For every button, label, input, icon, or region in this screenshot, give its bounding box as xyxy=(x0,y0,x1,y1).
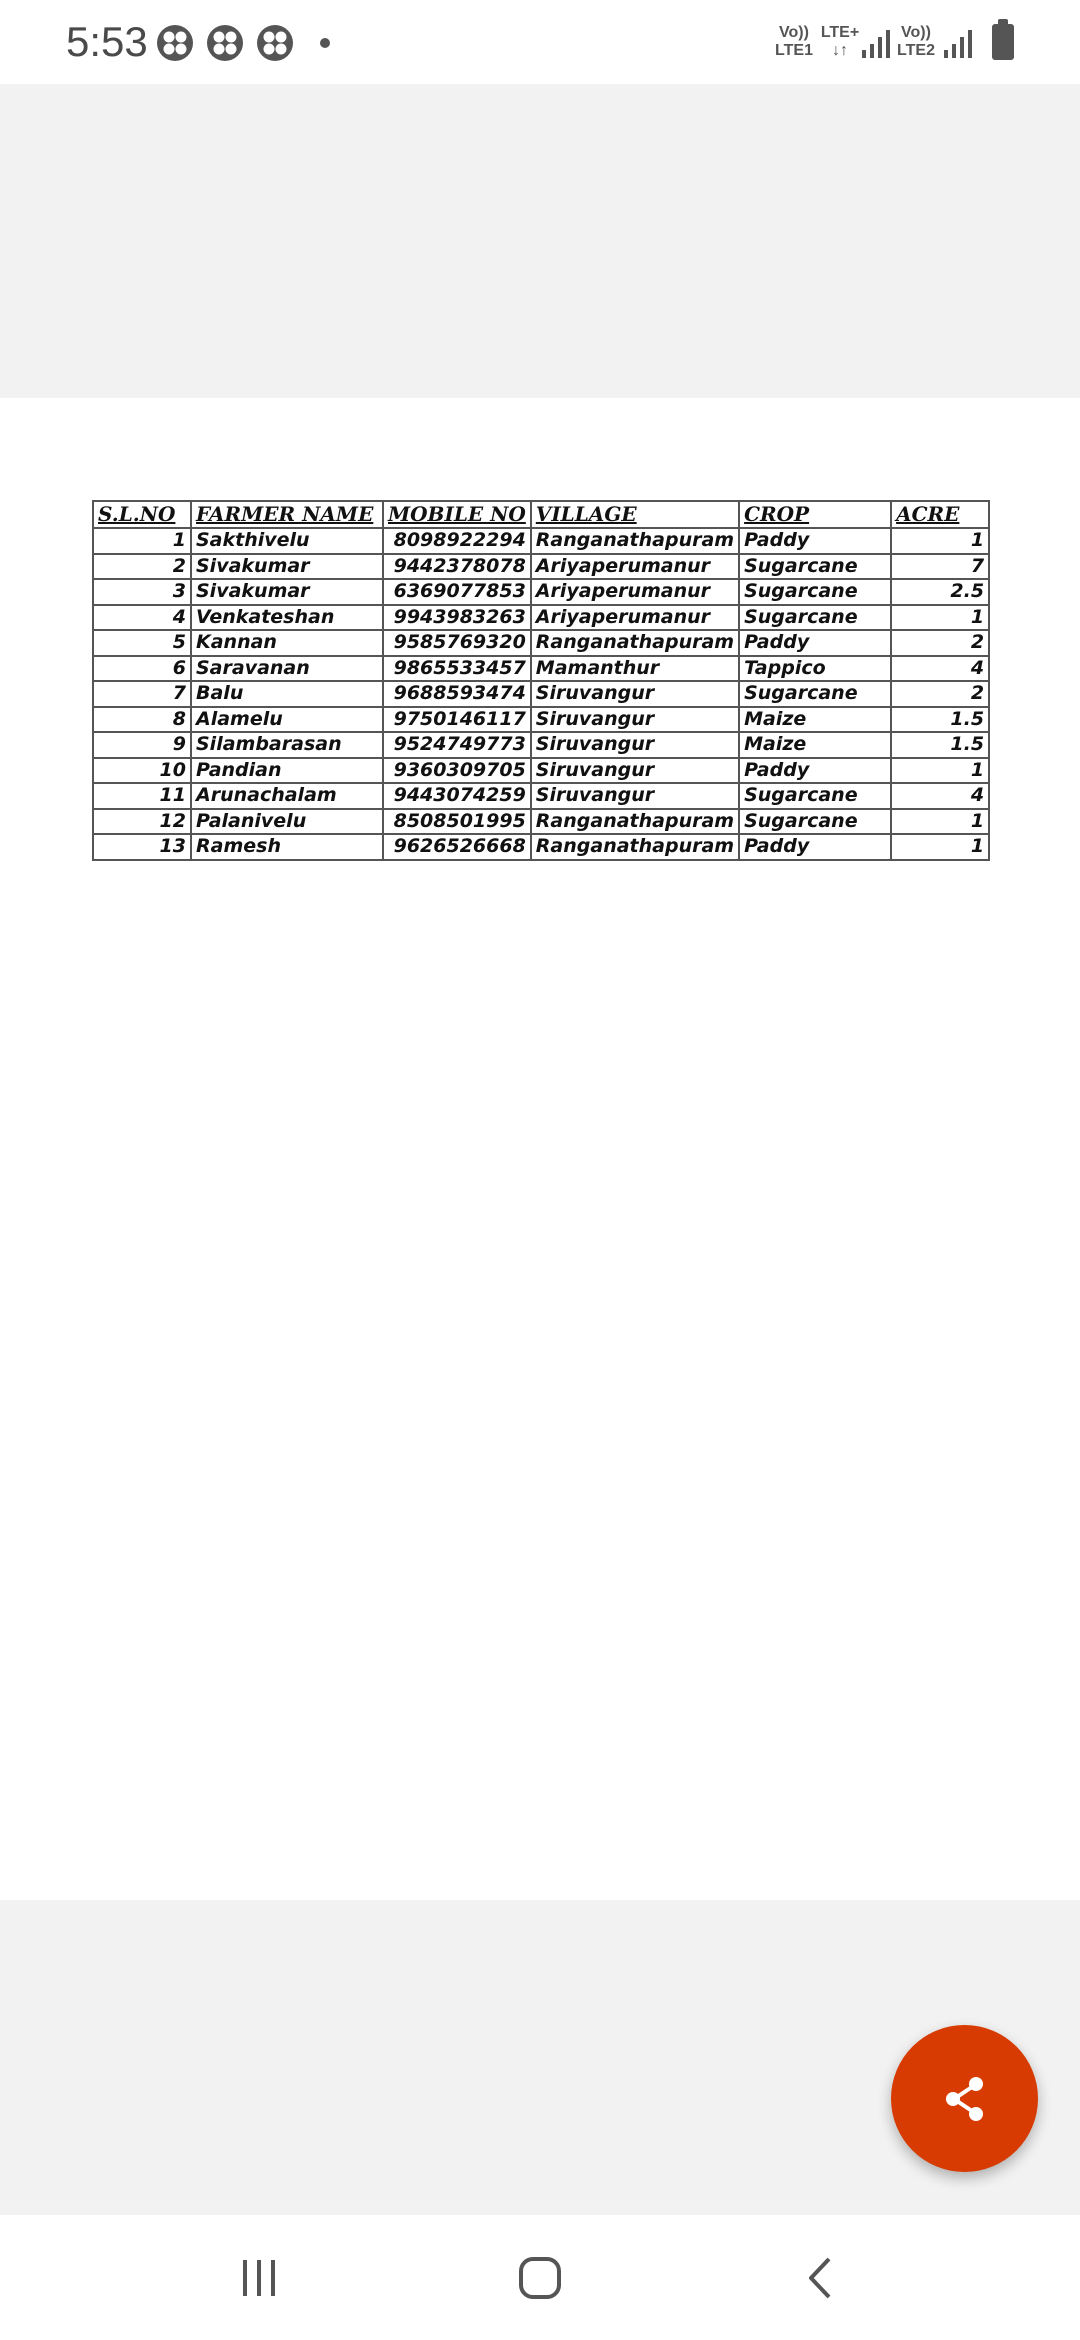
cell-mobile-no: 9626526668 xyxy=(383,834,531,860)
table-row xyxy=(93,579,989,605)
cell-farmer-name: Silambarasan xyxy=(191,732,383,758)
battery-icon xyxy=(992,24,1014,60)
header-village: VILLAGE xyxy=(531,501,739,528)
table-row xyxy=(93,707,989,733)
cell-crop: Paddy xyxy=(739,758,891,784)
cell-mobile-no: 9943983263 xyxy=(383,605,531,631)
cell-sl-no: 6 xyxy=(93,656,191,682)
table-row xyxy=(93,758,989,784)
header-acre: ACRE xyxy=(891,501,989,528)
cell-crop: Sugarcane xyxy=(739,809,891,835)
cell-crop: Paddy xyxy=(739,528,891,554)
cell-acre: 2 xyxy=(891,630,989,656)
cell-village: Ariyaperumanur xyxy=(531,579,739,605)
cell-acre: 1 xyxy=(891,809,989,835)
table-header-row xyxy=(93,501,989,528)
sim2-lte: LTE2 xyxy=(897,42,935,59)
app-icon xyxy=(256,24,294,62)
recents-icon xyxy=(237,2256,281,2300)
cell-village: Siruvangur xyxy=(531,732,739,758)
cell-crop: Tappico xyxy=(739,656,891,682)
cell-mobile-no: 9585769320 xyxy=(383,630,531,656)
header-mobile-no: MOBILE NO xyxy=(383,501,531,528)
back-icon xyxy=(801,2255,841,2301)
navigation-bar xyxy=(0,2215,1080,2340)
home-button[interactable] xyxy=(505,2243,575,2313)
cell-crop: Paddy xyxy=(739,630,891,656)
sim2-label xyxy=(894,24,938,60)
cell-farmer-name: Sivakumar xyxy=(191,554,383,580)
cell-acre: 1 xyxy=(891,528,989,554)
cell-crop: Maize xyxy=(739,707,891,733)
cell-acre: 1.5 xyxy=(891,732,989,758)
cell-acre: 7 xyxy=(891,554,989,580)
app-icon xyxy=(206,24,244,62)
cell-mobile-no: 9442378078 xyxy=(383,554,531,580)
more-notifications-dot xyxy=(320,38,330,48)
cell-farmer-name: Pandian xyxy=(191,758,383,784)
cell-farmer-name: Venkateshan xyxy=(191,605,383,631)
signal-icon xyxy=(942,28,974,60)
cell-farmer-name: Ramesh xyxy=(191,834,383,860)
cell-mobile-no: 8508501995 xyxy=(383,809,531,835)
signal-icon xyxy=(860,28,892,60)
table-row xyxy=(93,809,989,835)
cell-sl-no: 9 xyxy=(93,732,191,758)
header-farmer-name: FARMER NAME xyxy=(191,501,383,528)
cell-acre: 1 xyxy=(891,834,989,860)
sim1-volte: Vo)) xyxy=(779,24,809,41)
back-button[interactable] xyxy=(786,2243,856,2313)
cell-sl-no: 12 xyxy=(93,809,191,835)
table-row xyxy=(93,834,989,860)
cell-crop: Sugarcane xyxy=(739,783,891,809)
cell-village: Ranganathapuram xyxy=(531,630,739,656)
app-icon xyxy=(156,24,194,62)
cell-sl-no: 5 xyxy=(93,630,191,656)
cell-acre: 1 xyxy=(891,605,989,631)
cell-farmer-name: Sivakumar xyxy=(191,579,383,605)
cell-mobile-no: 9688593474 xyxy=(383,681,531,707)
header-crop: CROP xyxy=(739,501,891,528)
cell-village: Siruvangur xyxy=(531,707,739,733)
table-row xyxy=(93,554,989,580)
cell-village: Mamanthur xyxy=(531,656,739,682)
cell-acre: 2.5 xyxy=(891,579,989,605)
data-indicator xyxy=(818,24,862,60)
recents-button[interactable] xyxy=(224,2243,294,2313)
cell-mobile-no: 9443074259 xyxy=(383,783,531,809)
table-row xyxy=(93,630,989,656)
cell-farmer-name: Palanivelu xyxy=(191,809,383,835)
sim1-label xyxy=(772,24,816,60)
cell-mobile-no: 9360309705 xyxy=(383,758,531,784)
cell-farmer-name: Sakthivelu xyxy=(191,528,383,554)
cell-sl-no: 13 xyxy=(93,834,191,860)
cell-sl-no: 3 xyxy=(93,579,191,605)
cell-sl-no: 4 xyxy=(93,605,191,631)
sim2-volte: Vo)) xyxy=(901,24,931,41)
table-row xyxy=(93,681,989,707)
cell-sl-no: 7 xyxy=(93,681,191,707)
cell-farmer-name: Alamelu xyxy=(191,707,383,733)
cell-crop: Sugarcane xyxy=(739,579,891,605)
status-time: 5:53 xyxy=(66,18,148,65)
table-row xyxy=(93,783,989,809)
cell-acre: 4 xyxy=(891,656,989,682)
table-row xyxy=(93,656,989,682)
data-type: LTE+ xyxy=(820,24,860,41)
viewer-margin-top xyxy=(0,84,1080,398)
cell-acre: 1.5 xyxy=(891,707,989,733)
cell-village: Ariyaperumanur xyxy=(531,605,739,631)
cell-crop: Paddy xyxy=(739,834,891,860)
cell-village: Siruvangur xyxy=(531,783,739,809)
cell-sl-no: 10 xyxy=(93,758,191,784)
cell-crop: Sugarcane xyxy=(739,605,891,631)
cell-mobile-no: 8098922294 xyxy=(383,528,531,554)
table-row xyxy=(93,528,989,554)
cell-acre: 4 xyxy=(891,783,989,809)
cell-village: Ranganathapuram xyxy=(531,809,739,835)
sim1-lte: LTE1 xyxy=(775,42,813,59)
cell-sl-no: 11 xyxy=(93,783,191,809)
home-icon xyxy=(517,2255,563,2301)
share-button[interactable] xyxy=(891,2025,1038,2172)
cell-farmer-name: Balu xyxy=(191,681,383,707)
cell-crop: Maize xyxy=(739,732,891,758)
cell-mobile-no: 9524749773 xyxy=(383,732,531,758)
cell-village: Ranganathapuram xyxy=(531,834,739,860)
cell-sl-no: 8 xyxy=(93,707,191,733)
cell-crop: Sugarcane xyxy=(739,681,891,707)
status-bar xyxy=(0,0,1080,84)
cell-village: Siruvangur xyxy=(531,681,739,707)
data-arrows: ↓↑ xyxy=(832,42,848,59)
table-row xyxy=(93,732,989,758)
farmer-table xyxy=(92,500,990,861)
cell-sl-no: 2 xyxy=(93,554,191,580)
cell-crop: Sugarcane xyxy=(739,554,891,580)
cell-mobile-no: 6369077853 xyxy=(383,579,531,605)
cell-mobile-no: 9865533457 xyxy=(383,656,531,682)
cell-village: Ranganathapuram xyxy=(531,528,739,554)
cell-acre: 2 xyxy=(891,681,989,707)
cell-village: Ariyaperumanur xyxy=(531,554,739,580)
header-sl-no: S.L.NO xyxy=(93,501,191,528)
cell-farmer-name: Arunachalam xyxy=(191,783,383,809)
cell-farmer-name: Kannan xyxy=(191,630,383,656)
cell-mobile-no: 9750146117 xyxy=(383,707,531,733)
cell-acre: 1 xyxy=(891,758,989,784)
cell-village: Siruvangur xyxy=(531,758,739,784)
share-icon xyxy=(939,2073,991,2125)
table-row xyxy=(93,605,989,631)
cell-sl-no: 1 xyxy=(93,528,191,554)
cell-farmer-name: Saravanan xyxy=(191,656,383,682)
